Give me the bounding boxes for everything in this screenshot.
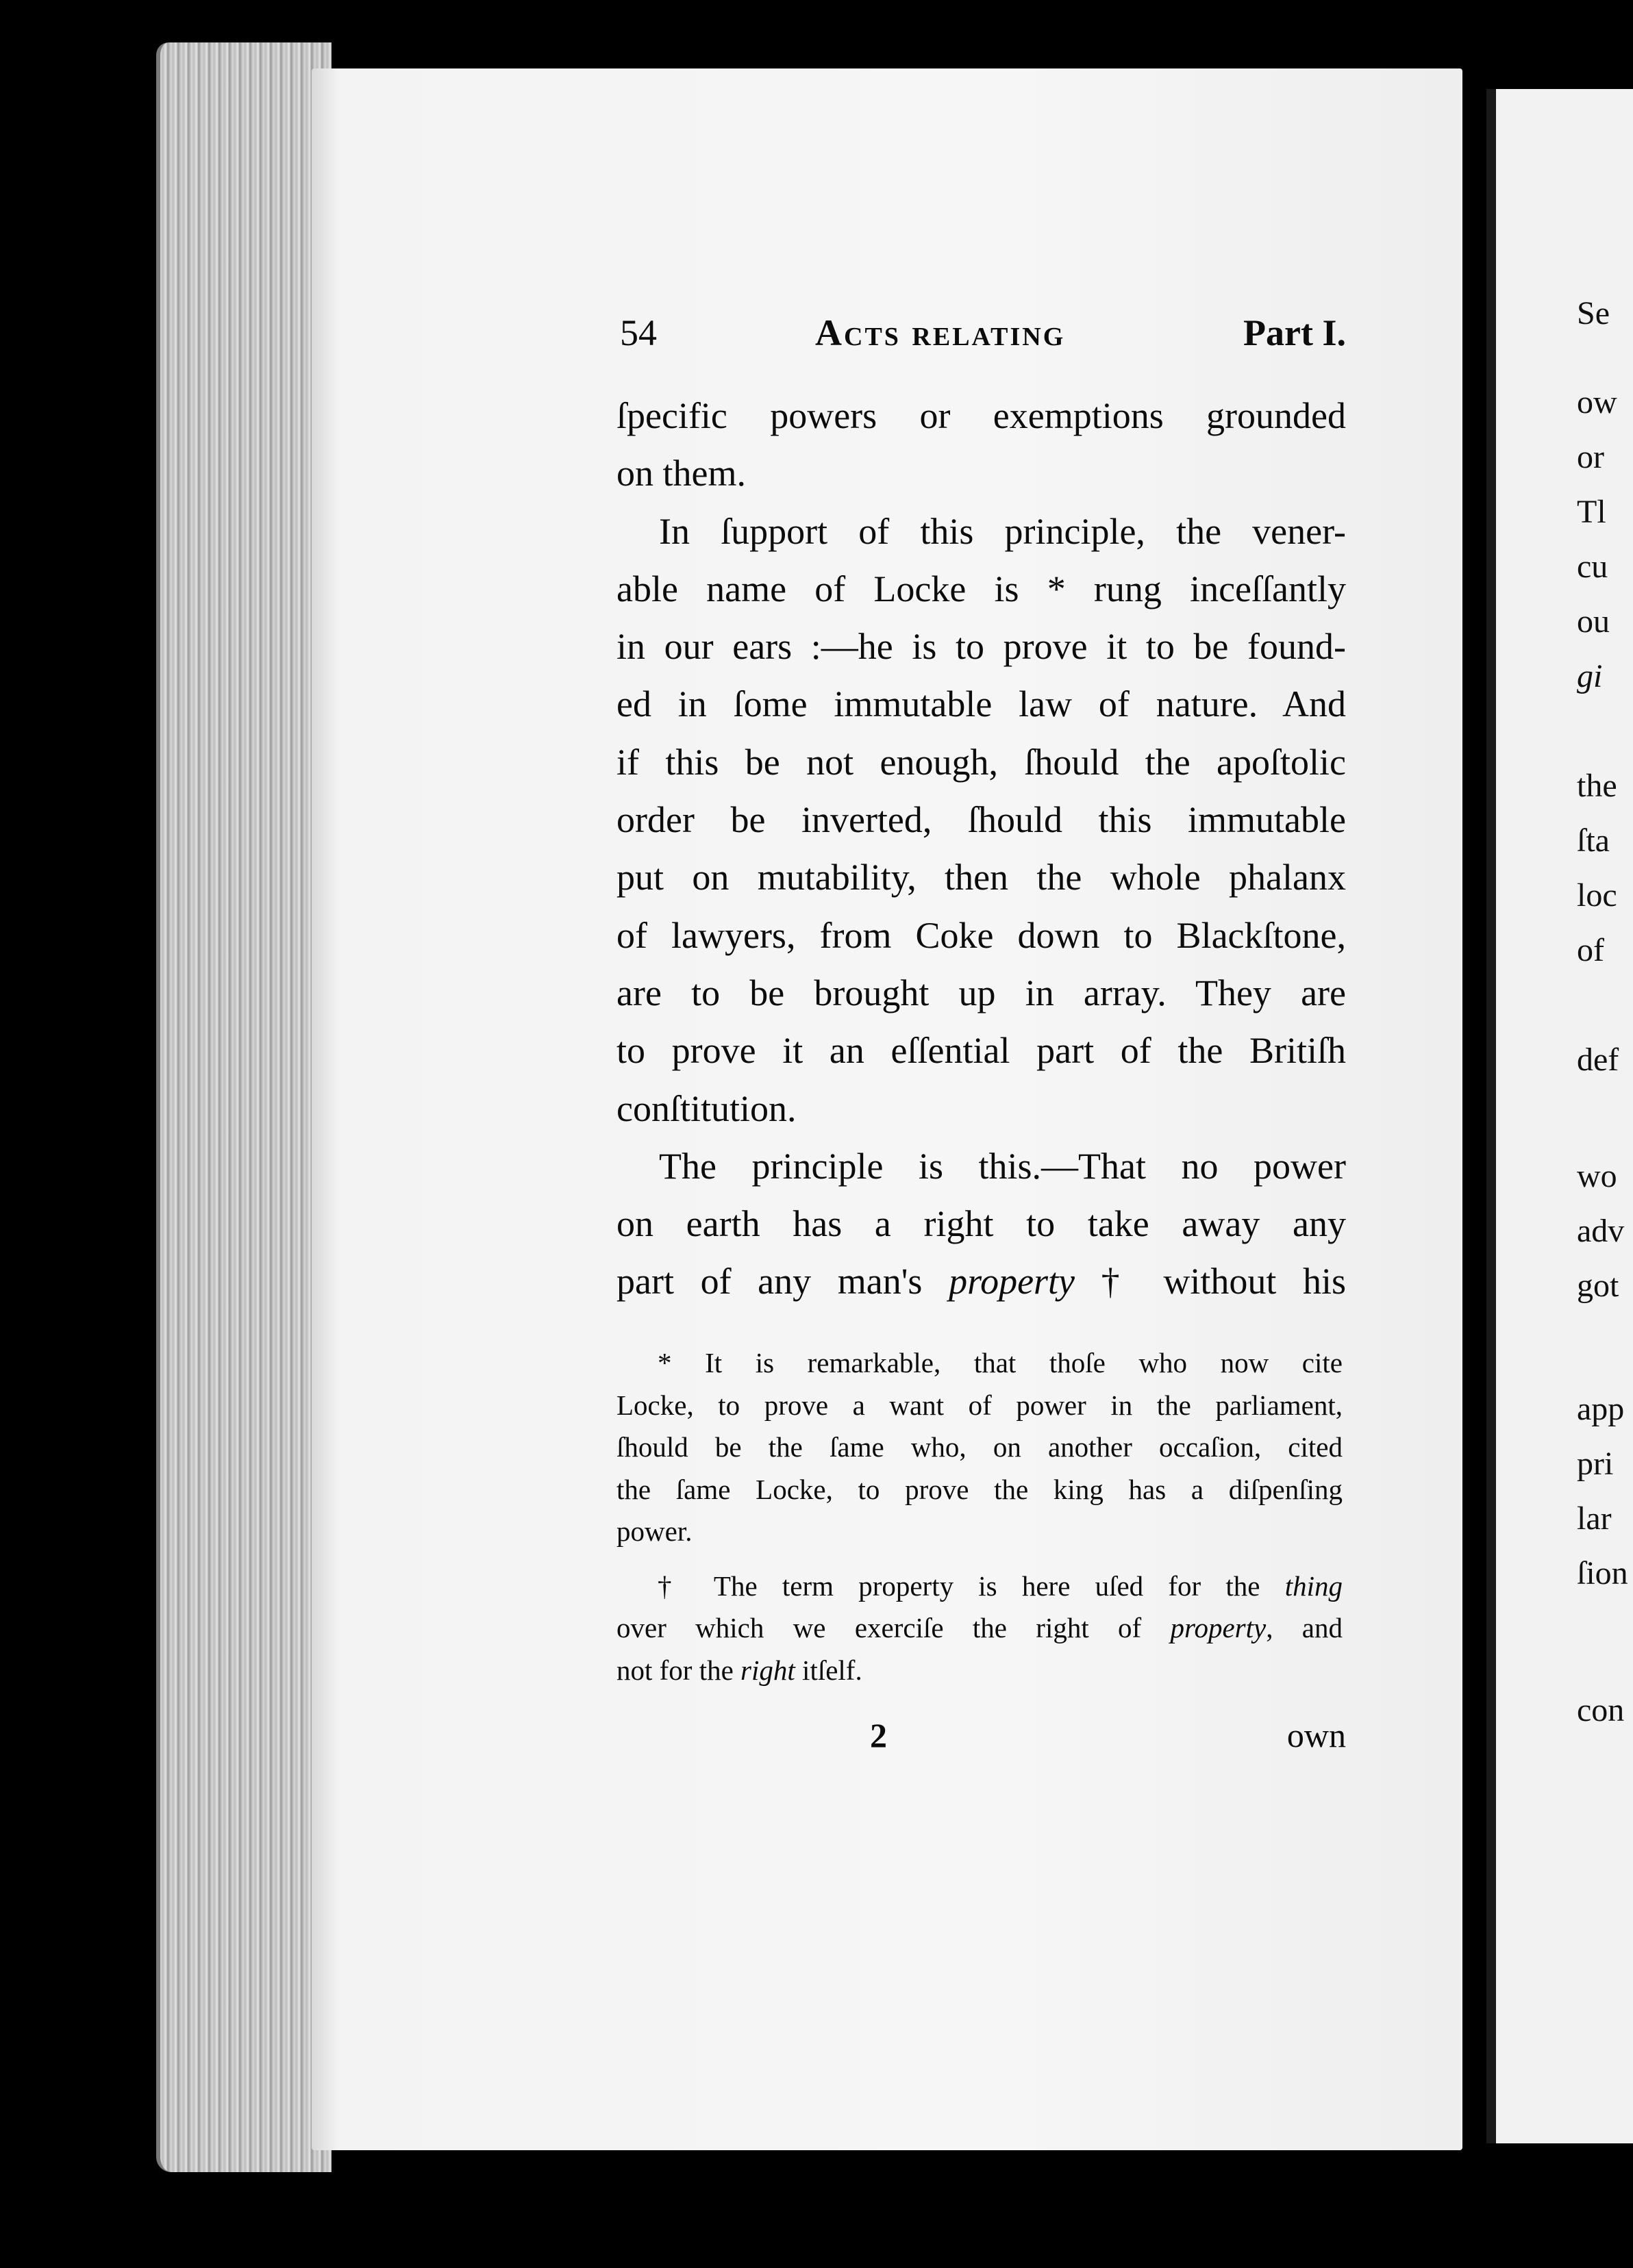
text-run: not for the: [616, 1654, 741, 1686]
body-text: [616, 387, 1346, 1311]
footnote-line: Locke, to prove a want of power in the parliament,: [616, 1389, 1343, 1421]
facing-fragment: ow: [1577, 384, 1617, 420]
text-run: , and: [1266, 1612, 1343, 1643]
facing-fragment: con: [1577, 1692, 1625, 1728]
text-line: The principle is this.—That no power: [659, 1145, 1346, 1187]
footnote-line: [616, 1565, 1343, 1608]
page-number: 54: [620, 312, 657, 353]
facing-fragment: def: [1577, 1042, 1619, 1078]
page-footer: [620, 1715, 1346, 1763]
footnote-line: ſhould be the ſame who, on another occaſion, cited: [616, 1431, 1343, 1463]
text-line: order be inverted, ſhould this immutable: [616, 799, 1346, 841]
signature-mark: 2: [870, 1716, 887, 1754]
facing-fragment: ſion: [1577, 1555, 1628, 1591]
text-line: in our ears :—he is to prove it to be found-: [616, 626, 1346, 668]
text-line: ed in ſome immutable law of nature. And: [616, 683, 1346, 725]
text-line: conſtitution.: [616, 1087, 797, 1129]
facing-fragment: ou: [1577, 603, 1610, 640]
facing-fragment: got: [1577, 1268, 1619, 1304]
facing-page-edge: [1486, 89, 1633, 2143]
text-run: itſelf.: [795, 1654, 862, 1686]
text-line: put on mutability, then the whole phalanx: [616, 857, 1346, 898]
text-line: ſpecific powers or exemptions grounded: [616, 395, 1346, 436]
emphasis-word: right: [740, 1654, 795, 1686]
text-line: to prove it an eſſential part of the Britiſh: [616, 1030, 1346, 1072]
text-line: on earth has a right to take away any: [616, 1203, 1346, 1245]
emphasis-word: property: [1170, 1612, 1267, 1643]
part-label: Part I.: [1243, 312, 1346, 353]
facing-fragment: gi: [1577, 658, 1603, 694]
running-title: Acts relating: [815, 312, 1066, 353]
facing-fragment: loc: [1577, 877, 1617, 914]
footnote-line: power.: [616, 1515, 693, 1547]
footnote-line: [616, 1650, 1343, 1692]
text-line: able name of Locke is * rung inceſſantly: [616, 568, 1346, 609]
facing-fragment: of: [1577, 932, 1604, 968]
text-line: of lawyers, from Coke down to Blackſtone,: [616, 914, 1346, 956]
book-fore-edge: [156, 42, 332, 2172]
facing-fragment: app: [1577, 1391, 1625, 1427]
facing-fragment: Se: [1577, 295, 1610, 331]
footnotes: [616, 1342, 1343, 1691]
text-line: if this be not enough, ſhould the apoſtolic: [616, 741, 1346, 783]
text-run: † The term property is here uſed for the: [658, 1570, 1285, 1602]
facing-fragment: wo: [1577, 1158, 1617, 1194]
facing-fragment: the: [1577, 768, 1617, 804]
emphasis-word: property: [949, 1261, 1075, 1302]
facing-fragment: Tl: [1577, 494, 1606, 530]
facing-fragment: lar: [1577, 1500, 1612, 1537]
text-line: on them.: [616, 453, 746, 494]
facing-fragment: cu: [1577, 549, 1608, 585]
facing-fragment: pri: [1577, 1446, 1614, 1482]
text-run: † without his: [1075, 1261, 1346, 1302]
text-line: [616, 1252, 1346, 1310]
facing-fragment: or: [1577, 439, 1604, 475]
text-run: over which we exerciſe the right of: [616, 1612, 1171, 1643]
text-line: are to be brought up in array. They are: [616, 972, 1346, 1013]
running-head: [620, 312, 1346, 360]
footnote-line: * It is remarkable, that thoſe who now cite: [658, 1347, 1343, 1378]
footnote-line: the ſame Locke, to prove the king has a diſpenſing: [616, 1473, 1343, 1505]
text-run: part of any man's: [616, 1261, 949, 1302]
text-line: In ſupport of this principle, the vener-: [659, 510, 1346, 552]
catchword: own: [1286, 1716, 1346, 1754]
facing-fragment: ſta: [1577, 822, 1610, 859]
emphasis-word: thing: [1284, 1570, 1343, 1602]
facing-fragment: adv: [1577, 1213, 1625, 1249]
footnote-line: [616, 1607, 1343, 1650]
